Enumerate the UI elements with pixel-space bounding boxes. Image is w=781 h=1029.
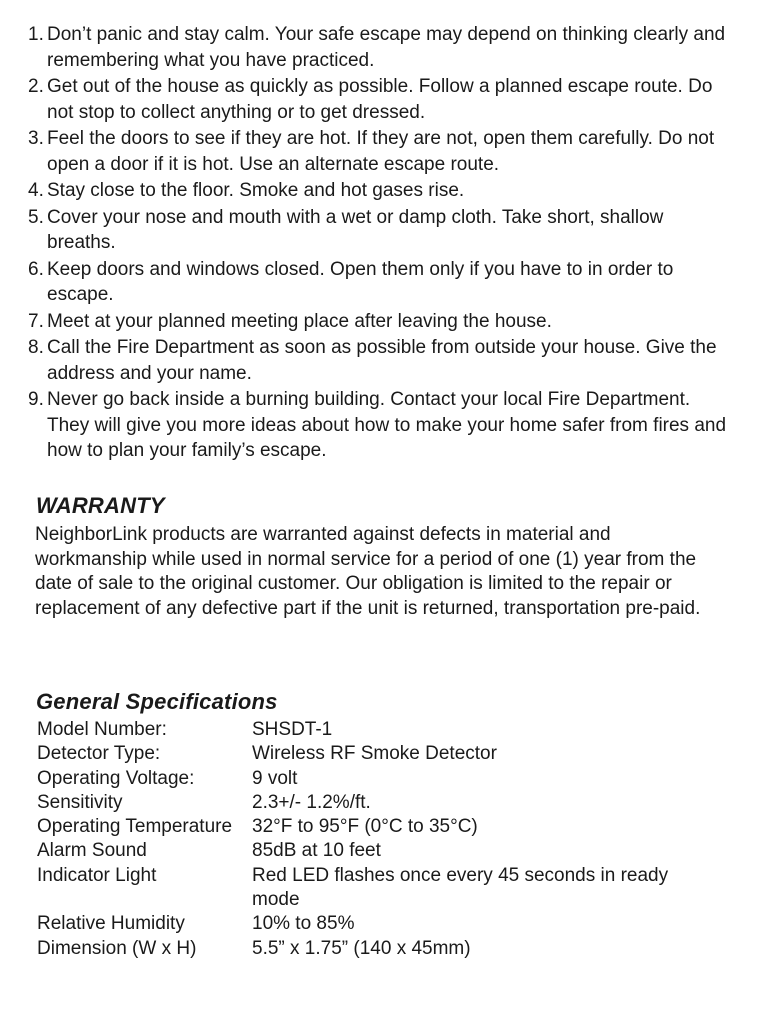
table-row (37, 718, 717, 742)
spec-label: Detector Type: (37, 743, 161, 765)
table-row (37, 839, 717, 863)
list-item (28, 178, 728, 204)
fire-safety-tips-list (28, 22, 728, 465)
item-number: 1. (28, 24, 44, 45)
spec-value: 2.3+/- 1.2%/ft. (252, 791, 371, 813)
list-item (28, 126, 728, 177)
table-row (37, 767, 717, 791)
table-row (37, 815, 717, 839)
spec-value: 10% to 85% (252, 913, 355, 935)
item-text: Stay close to the floor. Smoke and hot gases rise. (47, 180, 465, 201)
table-row (37, 791, 717, 815)
spec-label: Operating Temperature (37, 816, 233, 838)
table-row (37, 742, 717, 766)
spec-label: Relative Humidity (37, 913, 185, 935)
spec-value: 9 volt (252, 767, 298, 789)
warranty-paragraph: NeighborLink products are warranted against defects in material and workmanship while used in normal service for a period of one (1) year from the date of sale to the original customer. Our obligation is limited to the repair or replacement of any defective part if the unit is returned, transportation pre-paid. (35, 524, 701, 619)
item-text: Never go back inside a burning building. Contact your local Fire Department. They will give you more ideas about how to make your home safer from fires and how to plan your family’s escape. (47, 389, 727, 461)
spec-value: SHSDT-1 (252, 719, 333, 740)
item-number: 3. (28, 128, 44, 149)
spec-label: Dimension (W x H) (37, 937, 197, 959)
item-number: 4. (28, 180, 44, 201)
spec-label: Indicator Light (37, 864, 157, 886)
item-text: Call the Fire Department as soon as possible from outside your house. Give the address and your name. (47, 337, 717, 384)
item-number: 8. (28, 337, 44, 358)
item-text: Meet at your planned meeting place after leaving the house. (47, 310, 552, 332)
spec-label: Sensitivity (37, 791, 123, 813)
list-item (28, 22, 728, 73)
spec-value: 5.5” x 1.75” (140 x 45mm) (252, 937, 471, 959)
item-text: Get out of the house as quickly as possible. Follow a planned escape route. Do not stop to collect anything or to get dressed. (47, 76, 713, 123)
item-number: 2. (28, 76, 44, 97)
spec-value: 85dB at 10 feet (252, 840, 381, 862)
table-row (37, 912, 717, 936)
item-text: Don’t panic and stay calm. Your safe escape may depend on thinking clearly and remembering what you have practiced. (47, 24, 726, 71)
item-text: Keep doors and windows closed. Open them only if you have to in order to escape. (47, 258, 674, 305)
item-number: 6. (28, 258, 44, 280)
item-number: 9. (28, 389, 44, 410)
item-number: 7. (28, 310, 44, 332)
spec-label: Model Number: (37, 719, 167, 740)
specifications-table (37, 718, 717, 961)
item-text: Cover your nose and mouth with a wet or damp cloth. Take short, shallow breaths. (47, 206, 664, 253)
spec-value: Wireless RF Smoke Detector (252, 743, 497, 765)
list-item (28, 335, 728, 386)
specifications-heading: General Specifications (36, 689, 278, 714)
spec-label: Operating Voltage: (37, 767, 195, 789)
spec-label: Alarm Sound (37, 840, 147, 862)
spec-value: Red LED flashes once every 45 seconds in ready mode (252, 864, 669, 911)
item-text: Feel the doors to see if they are hot. If they are not, open them carefully. Do not open a door if it is hot. Use an alternate escape route. (47, 128, 715, 175)
table-row (37, 937, 717, 961)
list-item (28, 309, 728, 335)
warranty-heading: WARRANTY (36, 493, 165, 518)
list-item (28, 257, 728, 308)
list-item (28, 387, 728, 464)
item-number: 5. (28, 206, 44, 228)
list-item (28, 74, 728, 125)
table-row (37, 864, 717, 913)
spec-value: 32°F to 95°F (0°C to 35°C) (252, 816, 478, 838)
list-item (28, 205, 728, 256)
